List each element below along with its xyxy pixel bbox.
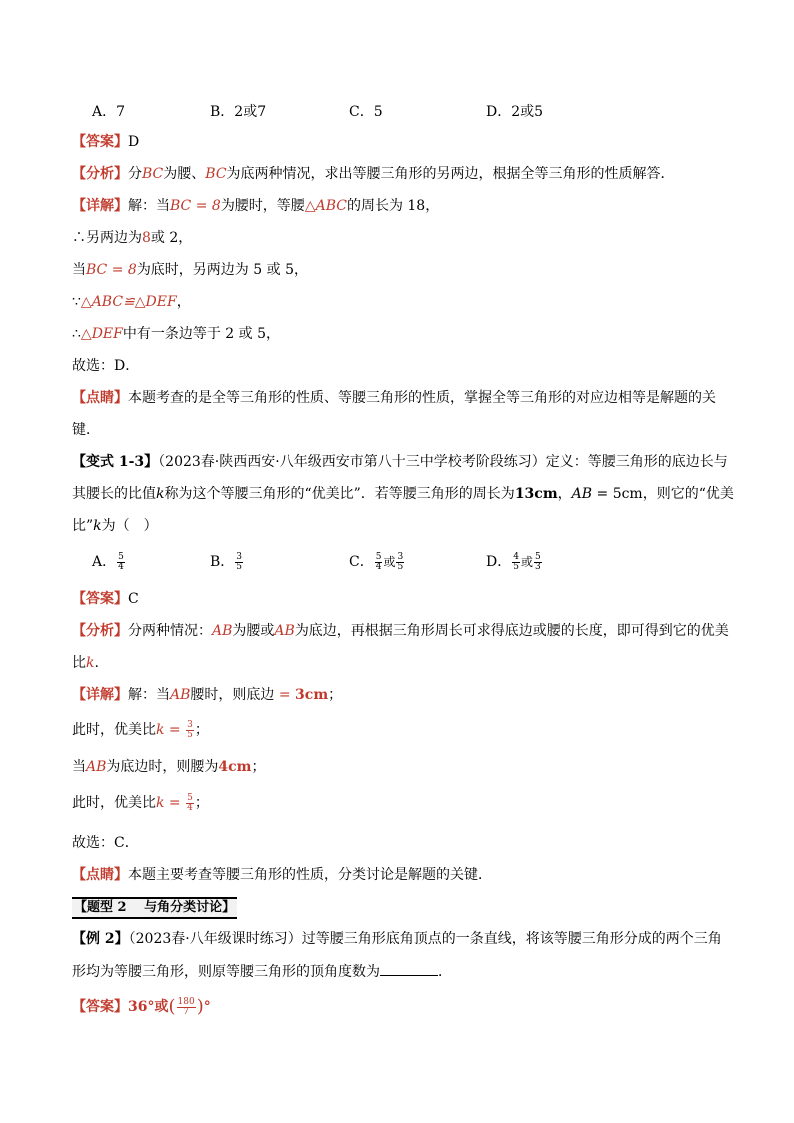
- q1-detail-line-4: ∵△ABC≌△DEF，: [72, 294, 191, 310]
- q1-detail-line-2: ∴另两边为8或 2，: [72, 230, 193, 246]
- q2-analysis: 【分析】分两种情况：AB为腰或AB为底边，再根据三角形周长可求得底边或腰的长度，即可得到它的优美: [72, 623, 729, 639]
- q2-option-d: D． $\frac{4}{5}$ 或 $\frac{5}{3}$: [486, 551, 541, 572]
- q1-detail-line-6: 故选：D．: [72, 358, 140, 374]
- q1-answer: 【答案】D: [72, 134, 140, 150]
- q1-analysis: 【分析】分BC为腰、BC为底两种情况，求出等腰三角形的另两边，根据全等三角形的性质解答．: [72, 166, 675, 182]
- option-d: D．2或5: [486, 104, 544, 120]
- q1-comment: 【点睛】本题考查的是全等三角形的性质、等腰三角形的性质，掌握全等三角形的对应边相等是解题的关: [72, 390, 716, 406]
- q2-stem-line-1: 【变式 1-3】（2023春·陕西西安·八年级西安市第八十三中学校考阶段练习）定义：等腰三角形的底边长与: [72, 454, 728, 470]
- q2-detail-line-1: 【详解】解：当AB腰时，则底边 = 3cm；: [72, 687, 343, 703]
- q2-option-c: C． $\frac{5}{4}$ 或 $\frac{3}{5}$: [349, 551, 404, 572]
- q2-detail-line-5: 故选：C．: [72, 835, 139, 851]
- q2-detail-line-4: 此时，优美比k = $\frac{5}{4}$ ；: [72, 792, 209, 813]
- option-c: C．5: [349, 104, 383, 120]
- option-a: A．7: [92, 104, 126, 120]
- q1-detail-line-3: 当BC = 8为底时，另两边为 5 或 5，: [72, 262, 308, 278]
- q2-detail-line-2: 此时，优美比k = $\frac{3}{5}$ ；: [72, 719, 209, 740]
- q3-answer: 【答案】36°或( $\frac{180}{7}$ )°: [72, 996, 211, 1017]
- q1-detail-line-1: 【详解】解：当BC = 8为腰时，等腰△ABC的周长为 18，: [72, 198, 440, 214]
- q3-stem-line-1: 【例 2】（2023春·八年级课时练习）过等腰三角形底角顶点的一条直线，将该等腰三角形分成的两个三角: [72, 931, 722, 947]
- q2-comment: 【点睛】本题主要考查等腰三角形的性质，分类讨论是解题的关键．: [72, 867, 492, 883]
- q2-analysis-line-2: 比k.: [72, 655, 99, 671]
- q1-comment-line-2: 键．: [72, 422, 100, 438]
- q2-option-a: A． $\frac{5}{4}$: [92, 551, 124, 572]
- q2-option-b: B． $\frac{3}{5}$: [210, 551, 243, 572]
- answer-blank: [380, 961, 438, 976]
- q2-answer: 【答案】C: [72, 591, 139, 607]
- q3-stem-line-2: 形均为等腰三角形，则原等腰三角形的顶角度数为 ．: [72, 961, 452, 982]
- q1-detail-line-5: ∴△DEF中有一条边等于 2 或 5，: [72, 326, 281, 342]
- section-header: 【题型 2 与角分类讨论】: [72, 897, 237, 919]
- q2-detail-line-3: 当AB为底边时，则腰为4cm；: [72, 759, 266, 775]
- option-b: B．2或7: [210, 104, 267, 120]
- q2-stem-line-2: 其腰长的比值k称为这个等腰三角形的“优美比”．若等腰三角形的周长为13cm，AB = 5cm，则它的“优美: [72, 486, 734, 502]
- q2-stem-line-3: 比”k为（ ）: [72, 518, 158, 534]
